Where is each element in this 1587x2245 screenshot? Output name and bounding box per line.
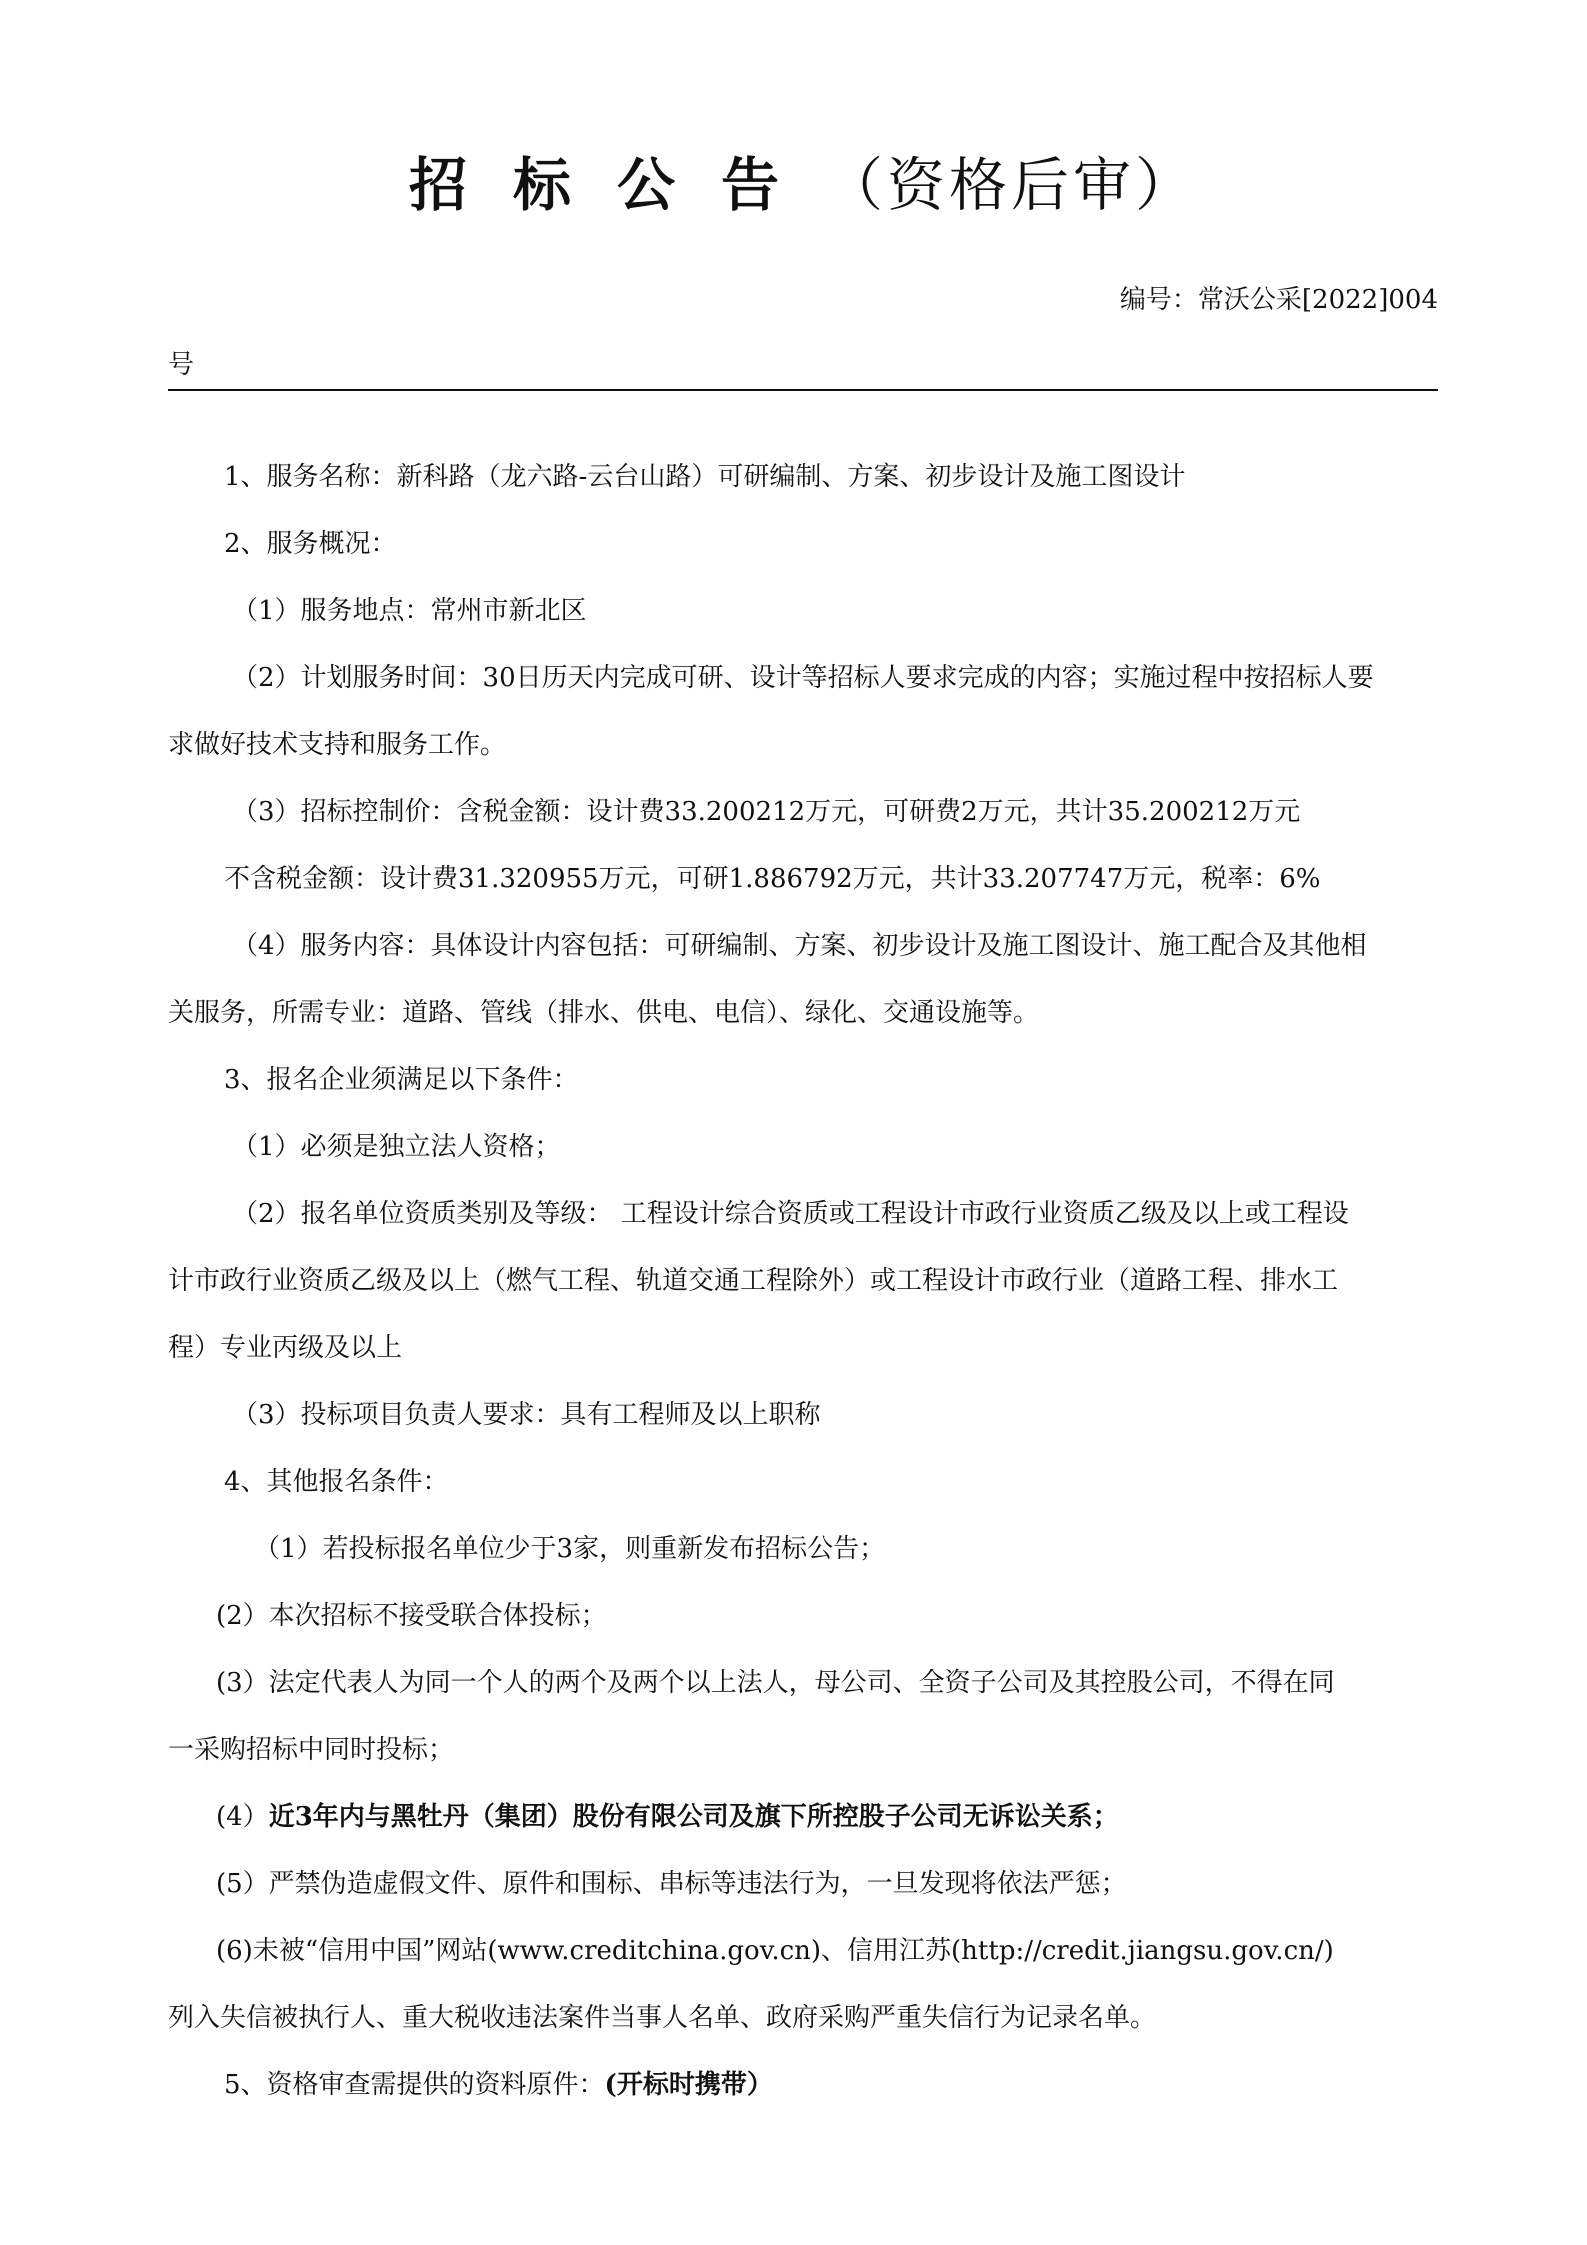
page-title	[168, 150, 1438, 220]
title-main: 招标公告	[408, 151, 825, 219]
item-no-consortium: (2）本次招标不接受联合体投标；	[216, 1601, 607, 1631]
item-no-fraud: (5）严禁伪造虚假文件、原件和围标、串标等违法行为，一旦发现将依法严惩；	[216, 1869, 1127, 1899]
section-service-overview: 2、服务概况：	[224, 529, 397, 559]
section-other-conditions: 4、其他报名条件：	[224, 1467, 449, 1497]
section-documents: 5、资格审查需提供的资料原件：(开标时携带）	[224, 2070, 773, 2100]
item-control-price: （3）招标控制价：含税金额：设计费33.200212万元，可研费2万元，共计35.200212万元 不含税金额：设计费31.320955万元，可研1.886792万元，共计33.207747万元，税率：6%	[224, 797, 1321, 894]
item-min-bidders: （1）若投标报名单位少于3家，则重新发布招标公告；	[254, 1534, 886, 1564]
item-no-litigation: (4）近3年内与黑牡丹（集团）股份有限公司及旗下所控股子公司无诉讼关系；	[216, 1802, 1119, 1832]
item-service-time: （2）计划服务时间：30日历天内完成可研、设计等招标人要求完成的内容；实施过程中按招标人要 求做好技术支持和服务工作。	[168, 663, 1374, 760]
item-qualification: （2）报名单位资质类别及等级： 工程设计综合资质或工程设计市政行业资质乙级及以上或工程设 计市政行业资质乙级及以上（燃气工程、轨道交通工程除外）或工程设计市政行业（道路工程、排水工 程）专业丙级及以上	[168, 1199, 1349, 1363]
title-subtitle: （资格后审）	[825, 151, 1198, 219]
item-legal-representative: (3）法定代表人为同一个人的两个及两个以上法人，母公司、全资子公司及其控股公司，不得在同 一采购招标中同时投标；	[168, 1668, 1335, 1765]
item-credit-check: (6)未被“信用中国”网站(www.creditchina.gov.cn)、信用江苏(http://credit.jiangsu.gov.cn/) 列入失信被执行人、重大税收违法案件当事人名单、政府采购严重失信行为记录名单。	[168, 1936, 1334, 2033]
item-legal-entity: （1）必须是独立法人资格；	[232, 1132, 561, 1162]
item-project-lead: （3）投标项目负责人要求：具有工程师及以上职称	[232, 1400, 821, 1430]
section-requirements: 3、报名企业须满足以下条件：	[224, 1065, 579, 1095]
item-service-content: （4）服务内容：具体设计内容包括：可研编制、方案、初步设计及施工图设计、施工配合及其他相 关服务，所需专业：道路、管线（排水、供电、电信）、绿化、交通设施等。	[168, 931, 1367, 1028]
item-service-location: （1）服务地点：常州市新北区	[232, 596, 587, 626]
section-service-name: 1、服务名称：新科路（龙六路-云台山路）可研编制、方案、初步设计及施工图设计	[224, 462, 1186, 492]
document-number-tail: 号	[168, 350, 195, 380]
document-number: 编号：常沃公采[2022]004	[1119, 285, 1438, 315]
header-divider	[168, 389, 1438, 391]
document-page	[168, 0, 1438, 2245]
